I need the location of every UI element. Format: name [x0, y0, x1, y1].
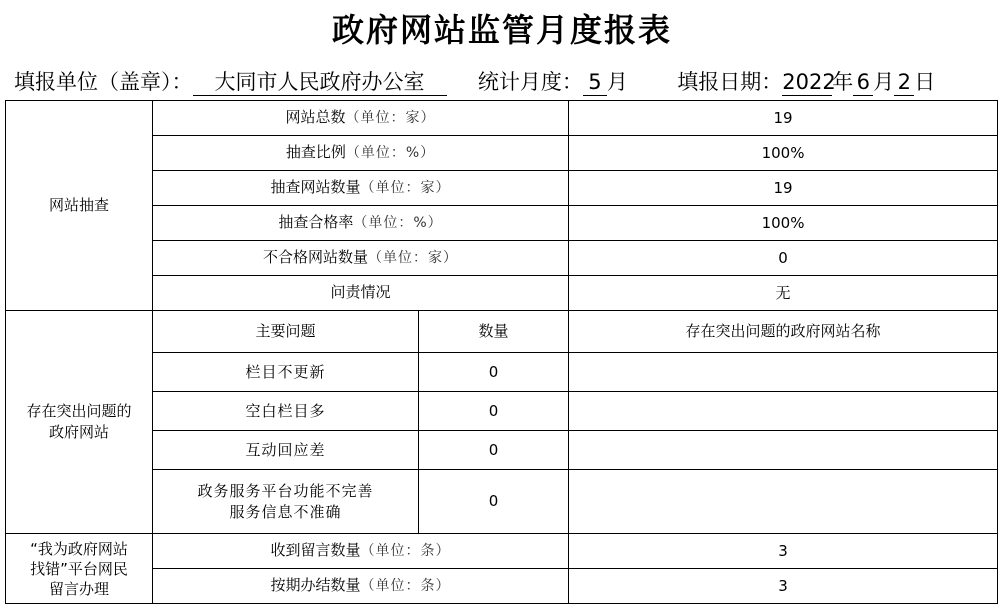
table-row [6, 353, 998, 392]
problem-cell: 政务服务平台功能不完善 服务信息不准确 [153, 470, 419, 534]
problem-cell: 互动回应差 [153, 431, 419, 470]
table-row [6, 470, 998, 534]
year-value: 2022 [782, 70, 836, 94]
month-suffix: 月 [606, 70, 628, 94]
table-row [6, 392, 998, 431]
row-value: 100% [569, 136, 998, 171]
row-label: 问责情况 [153, 276, 569, 311]
col-header-count: 数量 [419, 311, 569, 353]
row-value: 3 [569, 534, 998, 569]
row-value: 0 [569, 241, 998, 276]
table-row [6, 101, 998, 136]
table-row [6, 206, 998, 241]
date-label: 填报日期： [677, 70, 783, 94]
section-netizen-message-label: “我为政府网站 找错”平台网民 留言办理 [6, 534, 153, 604]
year-suffix: 年 [832, 70, 854, 94]
row-label: 收到留言数量（单位：条） [153, 534, 569, 569]
month-value: 5 [583, 69, 607, 96]
row-value: 19 [569, 101, 998, 136]
row-label: 抽查合格率（单位：%） [153, 206, 569, 241]
table-header-row [6, 311, 998, 353]
date-month-value: 6 [853, 69, 873, 96]
row-label: 网站总数（单位：家） [153, 101, 569, 136]
row-value: 无 [569, 276, 998, 311]
unit-label: 填报单位（盖章）： [14, 70, 193, 94]
day-suffix: 日 [914, 70, 936, 94]
row-value: 100% [569, 206, 998, 241]
month-label: 统计月度： [477, 70, 583, 94]
row-label: 抽查网站数量（单位：家） [153, 171, 569, 206]
count-cell: 0 [419, 353, 569, 392]
table-row [6, 136, 998, 171]
site-names-cell [569, 470, 998, 534]
count-cell: 0 [419, 392, 569, 431]
report-table [5, 100, 998, 604]
row-label: 按期办结数量（单位：条） [153, 569, 569, 604]
section-problem-sites-label: 存在突出问题的 政府网站 [6, 311, 153, 534]
row-value: 3 [569, 569, 998, 604]
site-names-cell [569, 431, 998, 470]
col-header-problem: 主要问题 [153, 311, 419, 353]
site-names-cell [569, 353, 998, 392]
report-header [14, 66, 994, 98]
unit-value: 大同市人民政府办公室 [193, 69, 447, 96]
row-value: 19 [569, 171, 998, 206]
count-cell: 0 [419, 470, 569, 534]
row-label: 抽查比例（单位：%） [153, 136, 569, 171]
row-label: 不合格网站数量（单位：家） [153, 241, 569, 276]
site-names-cell [569, 392, 998, 431]
table-row [6, 241, 998, 276]
table-row [6, 534, 998, 569]
problem-cell: 栏目不更新 [153, 353, 419, 392]
table-row [6, 171, 998, 206]
table-row [6, 431, 998, 470]
date-month-suffix: 月 [873, 70, 895, 94]
col-header-site-names: 存在突出问题的政府网站名称 [569, 311, 998, 353]
problem-cell: 空白栏目多 [153, 392, 419, 431]
section-website-check-label: 网站抽查 [6, 101, 153, 311]
report-title: 政府网站监管月度报表 [331, 11, 672, 49]
table-row [6, 569, 998, 604]
count-cell: 0 [419, 431, 569, 470]
table-row [6, 276, 998, 311]
day-value: 2 [894, 69, 914, 96]
